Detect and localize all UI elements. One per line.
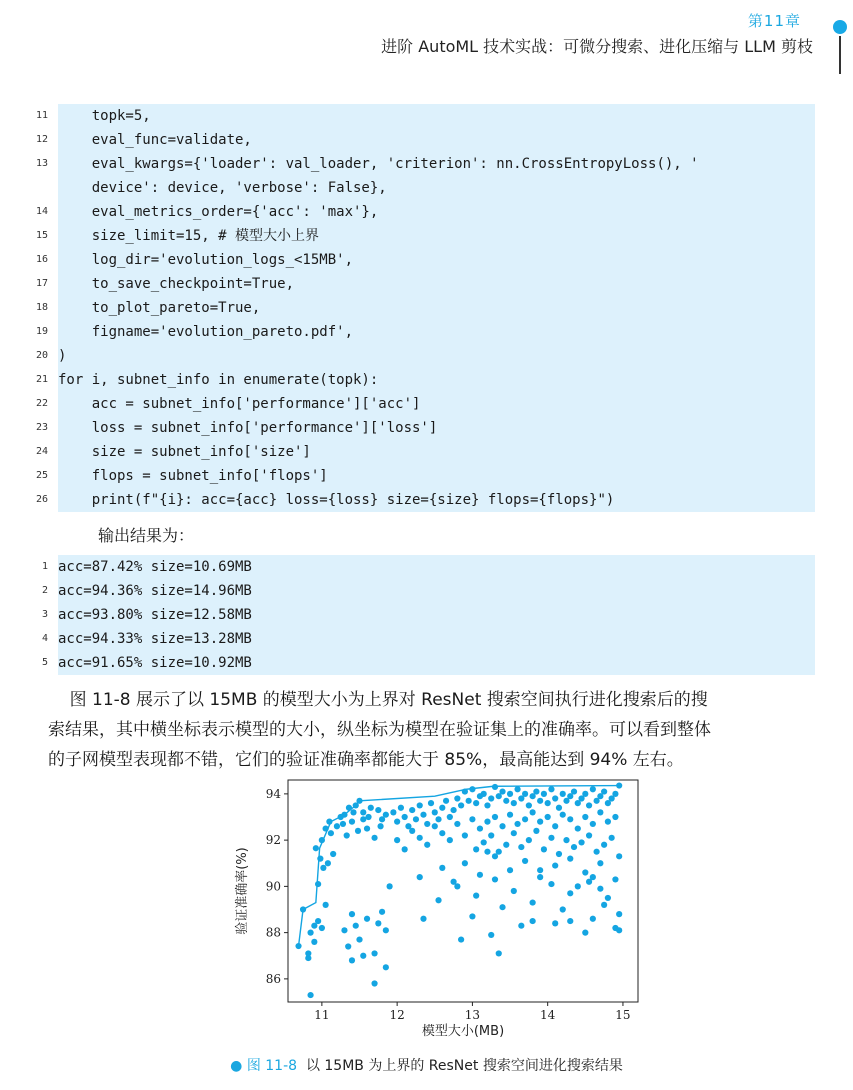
data-point [462, 860, 468, 866]
data-point [473, 800, 479, 806]
code-line [35, 104, 815, 128]
data-point [556, 851, 562, 857]
data-point [307, 992, 313, 998]
data-point [552, 823, 558, 829]
data-point [496, 950, 502, 956]
data-point [328, 830, 334, 836]
x-tick-label: 12 [389, 1008, 405, 1022]
code-text: device': device, 'verbose': False}, [58, 180, 387, 196]
data-point [616, 853, 622, 859]
data-point [345, 943, 351, 949]
y-tick-label: 88 [265, 925, 281, 940]
code-line [41, 627, 815, 651]
data-point [439, 805, 445, 811]
data-point [499, 823, 505, 829]
data-point [360, 809, 366, 815]
data-point [609, 835, 615, 841]
data-point [503, 842, 509, 848]
data-point [305, 950, 311, 956]
data-point [383, 964, 389, 970]
data-point [514, 821, 520, 827]
data-point [424, 842, 430, 848]
line-number: 13 [35, 158, 48, 169]
data-point [447, 814, 453, 820]
code-block [35, 104, 815, 512]
paragraph-line: 的子网模型表现都不错，它们的验证准确率都能大于 85%，最高能达到 94% 左右。 [48, 750, 684, 770]
code-line [35, 224, 815, 248]
data-point [349, 819, 355, 825]
data-point [417, 802, 423, 808]
data-point [377, 823, 383, 829]
data-point [594, 849, 600, 855]
data-point [428, 800, 434, 806]
code-text: eval_func=validate, [58, 132, 252, 148]
data-point [402, 814, 408, 820]
data-point [360, 816, 366, 822]
data-point [590, 821, 596, 827]
data-point [530, 918, 536, 924]
data-point [575, 883, 581, 889]
data-point [462, 788, 468, 794]
line-number: 4 [41, 633, 48, 644]
data-point [612, 791, 618, 797]
data-point [355, 828, 361, 834]
line-number: 23 [35, 422, 48, 433]
data-point [375, 920, 381, 926]
y-axis-label: 验证准确率(%) [235, 847, 250, 935]
data-point [511, 830, 517, 836]
data-point [488, 832, 494, 838]
code-text: ) [58, 348, 67, 364]
data-point [469, 816, 475, 822]
code-line [35, 392, 815, 416]
data-point [552, 920, 558, 926]
data-point [582, 930, 588, 936]
code-line [35, 320, 815, 344]
code-line [58, 176, 815, 200]
data-point [346, 805, 352, 811]
line-number: 26 [35, 494, 48, 505]
output-block [41, 555, 815, 675]
data-point [420, 812, 426, 818]
data-point [356, 798, 362, 804]
data-point [499, 904, 505, 910]
code-line [41, 555, 815, 579]
code-line [35, 248, 815, 272]
data-point [616, 911, 622, 917]
data-point [526, 802, 532, 808]
line-number: 17 [35, 278, 48, 289]
figure-caption-text: 以 15MB 为上界的 ResNet 搜索空间进化搜索结果 [305, 1058, 623, 1074]
data-point [417, 874, 423, 880]
paragraph-line: 索结果，其中横坐标表示模型的大小，纵坐标为模型在验证集上的准确率。可以看到整体 [48, 720, 711, 740]
data-point [323, 825, 329, 831]
data-point [488, 795, 494, 801]
data-point [616, 927, 622, 933]
data-point [590, 916, 596, 922]
data-point [477, 825, 483, 831]
code-text: acc=87.42% size=10.69MB [58, 559, 252, 575]
data-point [488, 932, 494, 938]
data-point [567, 890, 573, 896]
data-point [571, 844, 577, 850]
data-point [567, 918, 573, 924]
data-point [383, 812, 389, 818]
data-point [334, 823, 340, 829]
data-point [349, 957, 355, 963]
data-point [507, 791, 513, 797]
output-label: 输出结果为： [98, 526, 195, 545]
code-text: to_plot_pareto=True, [58, 300, 261, 316]
data-point [319, 837, 325, 843]
y-tick-label: 86 [265, 971, 281, 986]
data-point [548, 881, 554, 887]
line-number: 1 [41, 561, 48, 572]
data-point [545, 814, 551, 820]
data-point [507, 867, 513, 873]
code-text: to_save_checkpoint=True, [58, 276, 295, 292]
data-point [364, 916, 370, 922]
data-point [590, 874, 596, 880]
data-point [567, 816, 573, 822]
line-number: 21 [35, 374, 48, 385]
code-text: log_dir='evolution_logs_<15MB', [58, 252, 354, 268]
code-text: size = subnet_info['size'] [58, 444, 311, 460]
code-line [35, 464, 815, 488]
code-line [35, 416, 815, 440]
data-point [612, 814, 618, 820]
paragraph-line: 图 11-8 展示了以 15MB 的模型大小为上界对 ResNet 搜索空间执行进化搜索后的搜 [48, 690, 708, 710]
data-point [582, 791, 588, 797]
data-point [371, 835, 377, 841]
data-point [300, 906, 306, 912]
data-point [518, 923, 524, 929]
data-point [402, 846, 408, 852]
data-point [387, 883, 393, 889]
data-point [541, 846, 547, 852]
code-text: acc = subnet_info['performance']['acc'] [58, 396, 421, 412]
code-text: figname='evolution_pareto.pdf', [58, 324, 354, 340]
line-number: 12 [35, 134, 48, 145]
data-point [530, 809, 536, 815]
data-point [567, 856, 573, 862]
code-text: acc=94.36% size=14.96MB [58, 583, 252, 599]
data-point [518, 844, 524, 850]
data-point [522, 816, 528, 822]
data-point [597, 886, 603, 892]
data-point [522, 791, 528, 797]
data-point [552, 862, 558, 868]
data-point [601, 842, 607, 848]
data-point [537, 874, 543, 880]
header-divider [839, 36, 841, 74]
data-point [364, 825, 370, 831]
data-point [511, 800, 517, 806]
data-point [616, 782, 622, 788]
x-tick-label: 11 [314, 1008, 330, 1022]
data-point [417, 835, 423, 841]
x-tick-label: 13 [464, 1008, 481, 1022]
code-line [35, 272, 815, 296]
data-point [578, 839, 584, 845]
data-point [511, 888, 517, 894]
data-point [484, 802, 490, 808]
data-point [330, 851, 336, 857]
code-line [35, 128, 815, 152]
data-point [473, 893, 479, 899]
data-point [473, 846, 479, 852]
data-point [313, 845, 319, 851]
data-point [605, 895, 611, 901]
data-point [552, 795, 558, 801]
code-text: topk=5, [58, 108, 151, 124]
data-point [481, 839, 487, 845]
line-number: 20 [35, 350, 48, 361]
data-point [484, 819, 490, 825]
data-point [586, 832, 592, 838]
line-number: 11 [35, 110, 48, 121]
data-point [454, 883, 460, 889]
data-point [379, 909, 385, 915]
code-text: acc=93.80% size=12.58MB [58, 607, 252, 623]
data-point [409, 807, 415, 813]
y-tick-label: 92 [265, 833, 281, 848]
data-point [340, 821, 346, 827]
data-point [563, 837, 569, 843]
data-point [323, 902, 329, 908]
data-point [537, 798, 543, 804]
data-point [582, 814, 588, 820]
data-point [394, 837, 400, 843]
data-point [413, 816, 419, 822]
data-point [537, 867, 543, 873]
data-point [548, 835, 554, 841]
y-tick-label: 90 [265, 879, 281, 894]
data-point [560, 906, 566, 912]
code-line [35, 344, 815, 368]
data-point [605, 819, 611, 825]
code-line [35, 368, 815, 392]
code-text: acc=91.65% size=10.92MB [58, 655, 252, 671]
data-point [499, 788, 505, 794]
code-text: for i, subnet_info in enumerate(topk): [58, 372, 379, 388]
data-point [439, 865, 445, 871]
data-point [360, 953, 366, 959]
data-point [341, 927, 347, 933]
data-point [530, 899, 536, 905]
code-line [41, 651, 815, 675]
data-point [353, 923, 359, 929]
data-point [317, 856, 323, 862]
data-point [537, 819, 543, 825]
data-point [365, 814, 371, 820]
line-number: 5 [41, 657, 48, 668]
data-point [462, 832, 468, 838]
data-point [319, 925, 325, 931]
data-point [458, 802, 464, 808]
line-number: 25 [35, 470, 48, 481]
chapter-marker-icon [833, 20, 847, 34]
data-point [368, 805, 374, 811]
data-point [307, 930, 313, 936]
data-point [582, 869, 588, 875]
data-point [533, 788, 539, 794]
data-point [469, 786, 475, 792]
figure-number: 图 11-8 [246, 1058, 298, 1074]
data-point [315, 881, 321, 887]
data-point [295, 943, 301, 949]
data-point [533, 828, 539, 834]
data-point [375, 807, 381, 813]
data-point [447, 837, 453, 843]
x-tick-label: 14 [540, 1008, 556, 1022]
data-point [439, 830, 445, 836]
data-point [571, 788, 577, 794]
data-point [454, 795, 460, 801]
data-point [435, 897, 441, 903]
data-point [371, 950, 377, 956]
data-point [394, 819, 400, 825]
y-tick-label: 94 [265, 786, 281, 801]
code-line [35, 200, 815, 224]
data-point [492, 814, 498, 820]
scatter-chart [228, 772, 648, 1044]
data-point [492, 876, 498, 882]
data-point [507, 812, 513, 818]
data-point [325, 860, 331, 866]
data-point [424, 821, 430, 827]
code-text: print(f"{i}: acc={acc} loss={loss} size={size} flops={flops}") [58, 492, 615, 508]
code-line [35, 440, 815, 464]
data-point [344, 832, 350, 838]
figure-caption [0, 1055, 853, 1075]
data-point [443, 798, 449, 804]
data-point [356, 936, 362, 942]
code-text: eval_metrics_order={'acc': 'max'}, [58, 204, 379, 220]
data-point [477, 872, 483, 878]
code-text: loss = subnet_info['performance']['loss'] [58, 420, 438, 436]
data-point [590, 786, 596, 792]
data-point [548, 786, 554, 792]
code-text: size_limit=15, # 模型大小上界 [58, 228, 320, 244]
code-text: flops = subnet_info['flops'] [58, 468, 328, 484]
data-point [409, 828, 415, 834]
data-point [315, 918, 321, 924]
data-point [420, 916, 426, 922]
data-point [454, 821, 460, 827]
data-point [350, 809, 356, 815]
code-text: acc=94.33% size=13.28MB [58, 631, 252, 647]
code-line [35, 152, 815, 176]
data-point [432, 823, 438, 829]
chapter-title: 进阶 AutoML 技术实战：可微分搜索、进化压缩与 LLM 剪枝 [381, 37, 813, 56]
line-number: 14 [35, 206, 48, 217]
plot-frame [288, 780, 638, 1002]
data-point [612, 876, 618, 882]
data-point [586, 802, 592, 808]
code-line [41, 579, 815, 603]
x-tick-label: 15 [615, 1008, 631, 1022]
x-axis-label: 模型大小(MB) [421, 1024, 505, 1039]
data-point [398, 805, 404, 811]
data-point [450, 807, 456, 813]
data-point [458, 936, 464, 942]
data-point [432, 809, 438, 815]
data-point [541, 791, 547, 797]
data-point [349, 911, 355, 917]
data-point [311, 939, 317, 945]
chart-svg [228, 772, 648, 1044]
data-point [492, 853, 498, 859]
line-number: 24 [35, 446, 48, 457]
data-point [575, 825, 581, 831]
data-point [597, 809, 603, 815]
data-point [383, 927, 389, 933]
line-number: 2 [41, 585, 48, 596]
data-point [526, 837, 532, 843]
data-point [514, 786, 520, 792]
data-point [597, 860, 603, 866]
data-point [556, 805, 562, 811]
data-point [484, 849, 490, 855]
data-point [560, 812, 566, 818]
caption-bullet-icon: ● [230, 1058, 247, 1074]
data-point [492, 784, 498, 790]
data-point [503, 798, 509, 804]
code-line [35, 296, 815, 320]
data-point [601, 902, 607, 908]
data-point [481, 791, 487, 797]
data-point [435, 816, 441, 822]
chapter-number: 第11章 [747, 12, 801, 30]
code-line [41, 603, 815, 627]
data-point [371, 980, 377, 986]
code-line [35, 488, 815, 512]
line-number: 16 [35, 254, 48, 265]
data-point [390, 809, 396, 815]
data-point [545, 800, 551, 806]
line-number: 15 [35, 230, 48, 241]
data-point [601, 788, 607, 794]
line-number: 22 [35, 398, 48, 409]
data-point [469, 913, 475, 919]
line-number: 3 [41, 609, 48, 620]
body-paragraph [48, 685, 818, 775]
data-point [326, 819, 332, 825]
line-number: 19 [35, 326, 48, 337]
line-number: 18 [35, 302, 48, 313]
data-point [522, 858, 528, 864]
code-text: eval_kwargs={'loader': val_loader, 'criterion': nn.CrossEntropyLoss(), ' [58, 156, 699, 172]
data-point [560, 791, 566, 797]
data-point [320, 865, 326, 871]
data-point [466, 798, 472, 804]
data-point [341, 812, 347, 818]
